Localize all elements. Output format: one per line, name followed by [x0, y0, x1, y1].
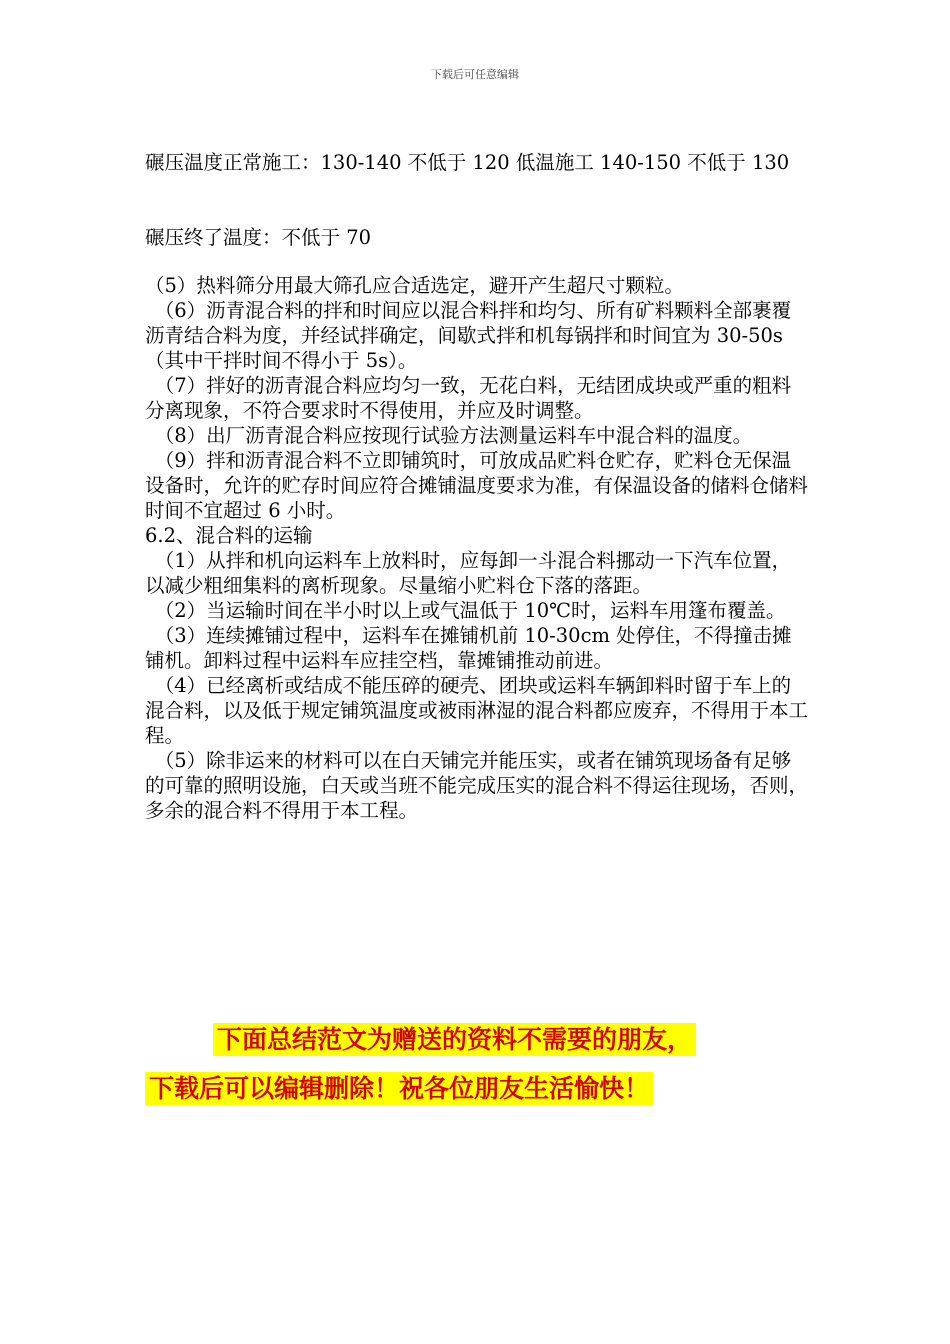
paragraph-transport-1: （1）从拌和机向运料车上放料时，应每卸一斗混合料挪动一下汽车位置，以减少粗细集料的离析现象。尽量缩小贮料仓下落的落距。: [145, 549, 792, 597]
paragraph-transport-5: （5）除非运来的材料可以在白天铺完并能压实，或者在铺筑现场备有足够的可靠的照明设施，白天或当班不能完成压实的混合料不得运往现场，否则，多余的混合料不得用于本工程。: [145, 749, 809, 822]
rolling-temperature-line: 碾压温度正常施工：130-140 不低于 120 低温施工 140-150 不低于 130: [145, 151, 790, 174]
paragraph-item-9-storage: （9）拌和沥青混合料不立即铺筑时，可放成品贮料仓贮存，贮料仓无保温设备时，允许的贮存时间应符合摊铺温度要求为准，有保温设备的储料仓储料时间不宜超过 6 小时。: [145, 449, 809, 522]
paragraph-item-5-screening: （5）热料筛分用最大筛孔应合适选定，避开产生超尺寸颗粒。: [145, 274, 684, 297]
page-header: 下载后可任意编辑: [431, 68, 519, 81]
paragraph-transport-2: （2）当运输时间在半小时以上或气温低于 10℃时，运料车用篷布覆盖。: [154, 599, 786, 622]
paragraph-item-8-temperature: （8）出厂沥青混合料应按现行试验方法测量运料车中混合料的温度。: [154, 424, 753, 447]
final-rolling-temperature-line: 碾压终了温度：不低于 70: [145, 226, 372, 249]
paragraph-transport-4: （4）已经离析或结成不能压碎的硬壳、团块或运料车辆卸料时留于车上的混合料，以及低于规定铺筑温度或被雨淋湿的混合料都应废弃，不得用于本工程。: [145, 674, 809, 747]
section-heading-transport: 6.2、混合料的运输: [145, 524, 313, 547]
paragraph-item-6-mixing-time: （6）沥青混合料的拌和时间应以混合料拌和均匀、所有矿料颗料全部裹覆沥青结合料为度，并经试拌确定，间歇式拌和机每锅拌和时间宜为 30-50s（其中干拌时间不得小于 5s）。: [145, 299, 792, 372]
promo-highlight-line-2: 下载后可以编辑删除！祝各位朋友生活愉快！: [145, 1072, 653, 1105]
construction-requirements-list: [145, 273, 810, 823]
paragraph-transport-3: （3）连续摊铺过程中，运料车在摊铺机前 10-30cm 处停住，不得撞击摊铺机。卸料过程中运料车应挂空档，靠摊铺推动前进。: [145, 624, 792, 672]
paragraph-item-7-uniformity: （7）拌好的沥青混合料应均匀一致，无花白料，无结团成块或严重的粗料分离现象，不符合要求时不得使用，并应及时调整。: [145, 374, 792, 422]
promo-highlight-line-1: 下面总结范文为赠送的资料不需要的朋友，: [213, 1023, 696, 1056]
